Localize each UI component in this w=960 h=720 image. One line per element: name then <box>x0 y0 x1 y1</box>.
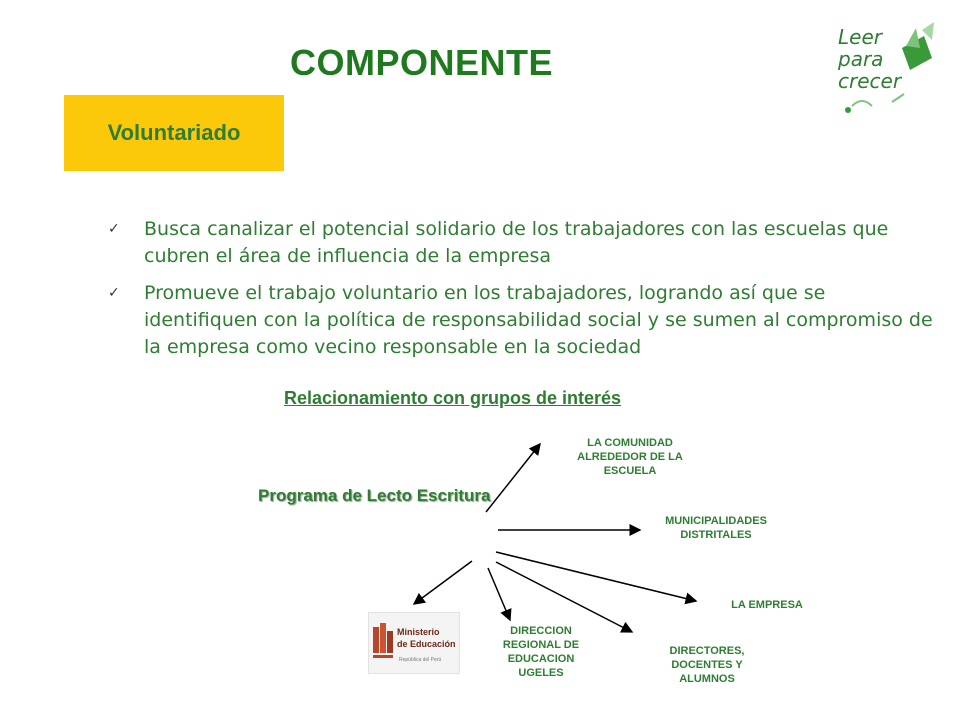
check-icon: ✓ <box>108 285 120 301</box>
badge-label: Voluntariado <box>107 120 241 145</box>
node-comunidad: LA COMUNIDAD ALREDEDOR DE LA ESCUELA <box>577 437 683 477</box>
program-label: Programa de Lecto Escritura <box>258 486 491 505</box>
arrow-to-ministerio <box>414 561 472 604</box>
logo-text-2: para <box>838 47 884 71</box>
bullet-text: Promueve el trabajo voluntario en los trabajadores, logrando así que se identifiquen con la política de responsabilidad social y se sumen al compromiso de la empresa como vecino responsable en la sociedad <box>144 282 933 358</box>
page-title: COMPONENTE <box>290 42 554 83</box>
ministerio-text-3: República del Perú <box>399 657 442 663</box>
arrow-to-empresa <box>496 552 696 601</box>
ministerio-text-1: Ministerio <box>397 627 440 637</box>
arrow-to-direccion-regional <box>488 568 510 620</box>
check-icon: ✓ <box>108 221 120 237</box>
ministerio-logo <box>368 612 460 674</box>
section-title: Relacionamiento con grupos de interés <box>284 388 622 408</box>
arrow-to-comunidad <box>486 444 540 512</box>
node-empresa: LA EMPRESA <box>731 599 803 611</box>
ministerio-text-2: de Educación <box>397 639 456 649</box>
arrow-to-directores <box>496 562 632 632</box>
bullet-text: Busca canalizar el potencial solidario de los trabajadores con las escuelas que cubren el área de influencia de la empresa <box>144 218 889 267</box>
node-direccion-regional: DIRECCION REGIONAL DE EDUCACION UGELES <box>502 625 580 679</box>
logo-text-3: crecer <box>838 69 902 93</box>
node-directores: DIRECTORES, DOCENTES Y ALUMNOS <box>669 645 745 685</box>
node-municipalidades: MUNICIPALIDADES DISTRITALES <box>665 515 767 541</box>
logo-text-1: Leer <box>838 25 882 49</box>
